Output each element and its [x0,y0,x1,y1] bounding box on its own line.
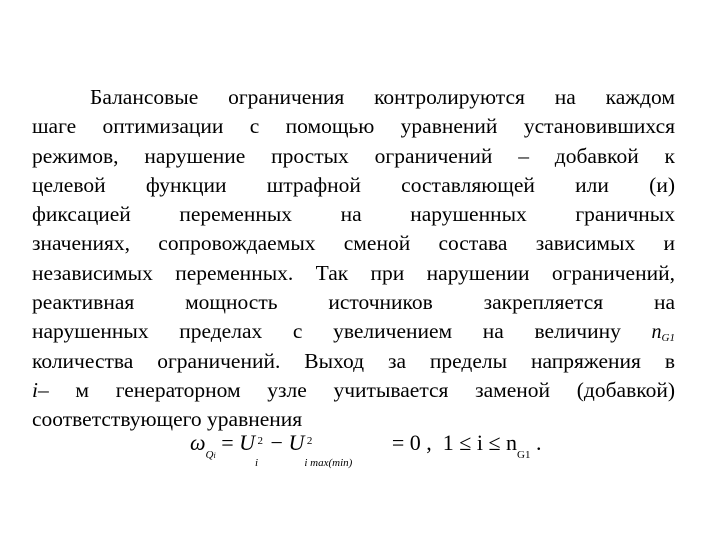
text-line: целевой функции штрафной составляющей или (и) [32,172,675,197]
text-line: нарушенных пределах с увеличением на величину [32,319,621,344]
text-line: реактивная мощность источников закрепляется на [32,290,675,315]
equals-sign: = [215,430,240,455]
text-line: Балансовые ограничения контролируются на каждом [90,85,675,109]
index-range-subscript: G1 [517,449,531,461]
text-line: соответствующего уравнения [32,407,303,432]
text-line: значениях, сопровождаемых сменой состава зависимых и [32,231,675,256]
u-term-1: U 2 i [239,430,264,469]
text-line: – м генераторном узле учитывается заменой (добавкой) [37,377,675,402]
u-term-2: U 2 i max(min) [288,430,353,469]
index-range: 1 ≤ i ≤ n [442,430,518,455]
equals-zero: = 0 , [386,430,432,455]
body-paragraph [32,83,675,435]
omega-subscript: Qi [205,449,216,461]
text-line-with-symbol [32,376,675,405]
inline-math-i: i [32,377,38,402]
inline-math-n: nG1 [651,321,675,345]
text-line: шаге оптимизации с помощью уравнений установившихся [32,114,675,139]
equation [190,423,542,476]
omega-symbol: ω [190,430,206,455]
period: . [530,430,542,455]
text-line: количества ограничений. Выход за пределы напряжения в [32,348,675,373]
text-line: фиксацией переменных на нарушенных граничных [32,202,675,227]
text-line: независимых переменных. Так при нарушении ограничений, [32,260,675,285]
text-line: режимов, нарушение простых ограничений – добавкой к [32,143,675,168]
minus-sign: − [265,430,289,455]
text-line-with-symbol [32,317,675,346]
